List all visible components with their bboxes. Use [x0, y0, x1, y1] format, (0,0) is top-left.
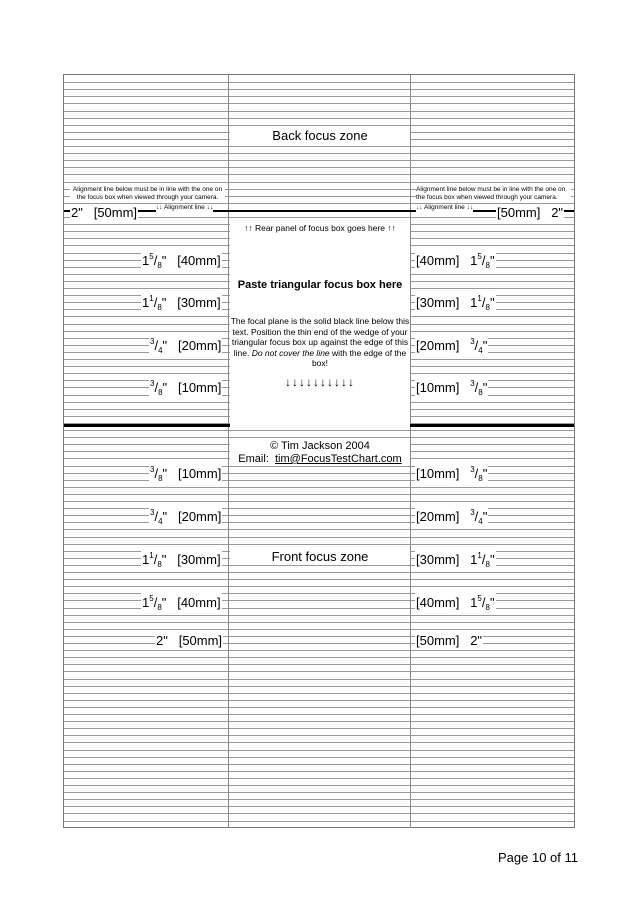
ruled-line	[64, 764, 574, 765]
ruled-line	[64, 643, 574, 644]
copyright-text: © Tim Jackson 2004	[270, 440, 370, 452]
ruled-line	[64, 799, 574, 800]
mark-right-50mm-top: [50mm] 2"	[497, 205, 564, 220]
ruled-line	[64, 586, 574, 587]
email-line: Email: tim@FocusTestChart.com	[238, 453, 402, 465]
ruled-line	[64, 82, 574, 83]
ruled-line	[64, 96, 574, 97]
ruled-line	[64, 494, 574, 495]
ruled-line	[64, 522, 574, 523]
email-link[interactable]: tim@FocusTestChart.com	[274, 453, 402, 465]
focus-box-panel	[230, 223, 410, 428]
ruled-line	[64, 487, 574, 488]
copyright-block	[230, 440, 410, 466]
ruled-line	[64, 686, 574, 687]
mark-left-40mm-back: $1^5/_8$" [40mm]	[141, 250, 222, 273]
mark-right-30mm-back: [30mm] $1^1/_8$"	[415, 292, 496, 315]
ruled-line	[64, 622, 574, 623]
ruled-line	[64, 572, 574, 573]
ruled-line	[64, 515, 574, 516]
ruled-line	[64, 182, 574, 183]
mark-left-10mm-front: $^3/_8$" [10mm]	[149, 463, 222, 486]
right-column-divider	[410, 75, 411, 827]
ruled-line	[64, 650, 574, 651]
ruled-line	[64, 721, 574, 722]
alignment-label-right: ↓↓ Alignment line ↓↓	[416, 204, 474, 211]
mark-left-20mm-front: $^3/_4$" [20mm]	[149, 506, 222, 529]
ruled-line	[64, 203, 574, 204]
ruled-line	[64, 679, 574, 680]
ruled-line	[64, 636, 574, 637]
ruled-line	[64, 693, 574, 694]
ruled-line	[64, 750, 574, 751]
ruled-line	[64, 813, 574, 814]
down-arrows-row: ↓↓↓↓↓↓↓↓↓↓	[285, 374, 355, 389]
ruled-line	[64, 153, 574, 154]
alignment-note-left: Alignment line below must be in line with the one on the focus box when viewed through your camera.	[70, 186, 225, 202]
ruled-line	[64, 118, 574, 119]
front-focus-zone-label: Front focus zone	[230, 549, 410, 564]
ruled-line	[64, 103, 574, 104]
ruled-line	[64, 537, 574, 538]
ruled-line	[64, 167, 574, 168]
ruled-line	[64, 728, 574, 729]
ruled-line	[64, 671, 574, 672]
ruled-line	[64, 707, 574, 708]
ruled-line	[64, 757, 574, 758]
mark-left-40mm-front: $1^5/_8$" [40mm]	[141, 592, 222, 615]
mark-left-30mm-front: $1^1/_8$" [30mm]	[141, 549, 222, 572]
ruled-line	[64, 89, 574, 90]
ruled-line	[64, 742, 574, 743]
ruled-line	[64, 501, 574, 502]
mark-right-20mm-front: [20mm] $^3/_4$"	[415, 506, 488, 529]
mark-right-40mm-back: [40mm] $1^5/_8$"	[415, 250, 496, 273]
mark-right-10mm-front: [10mm] $^3/_8$"	[415, 463, 488, 486]
ruled-line	[64, 508, 574, 509]
mark-right-40mm-front: [40mm] $1^5/_8$"	[415, 592, 496, 615]
ruled-line	[64, 473, 574, 474]
ruled-line	[64, 160, 574, 161]
ruled-line	[64, 430, 574, 431]
alignment-label-left: ↓↓ Alignment line ↓↓	[156, 204, 214, 211]
focal-plane-instructions: The focal plane is the solid black line below this text. Position the thin end of the wedge of your triangular focus box up against the edge of this line. Do not cover the line with the edge of the box!	[230, 316, 410, 368]
mark-right-20mm-back: [20mm] $^3/_4$"	[415, 335, 488, 358]
ruled-line	[64, 529, 574, 530]
paste-focus-box-title: Paste triangular focus box here	[237, 278, 403, 291]
ruled-line	[64, 111, 574, 112]
ruled-line	[64, 146, 574, 147]
rear-panel-note: ↑↑ Rear panel of focus box goes here ↑↑	[244, 223, 396, 233]
focus-test-chart	[63, 74, 575, 828]
mark-left-20mm-back: $^3/_4$" [20mm]	[149, 335, 222, 358]
left-column-divider	[228, 75, 229, 827]
ruled-line	[64, 437, 574, 438]
page-number: Page 10 of 11	[498, 850, 578, 865]
ruled-line	[64, 664, 574, 665]
ruled-line	[64, 778, 574, 779]
ruled-line	[64, 792, 574, 793]
ruled-line	[64, 821, 574, 822]
mark-right-50mm-front: [50mm] 2"	[416, 633, 483, 648]
ruled-line	[64, 735, 574, 736]
ruled-line	[64, 806, 574, 807]
ruled-line	[64, 125, 574, 126]
ruled-line	[64, 785, 574, 786]
mark-left-50mm-front: 2" [50mm]	[156, 633, 223, 648]
ruled-line	[64, 700, 574, 701]
mark-left-10mm-back: $^3/_8$" [10mm]	[149, 377, 222, 400]
ruled-line	[64, 657, 574, 658]
ruled-line	[64, 174, 574, 175]
mark-right-10mm-back: [10mm] $^3/_8$"	[415, 377, 488, 400]
mark-right-30mm-front: [30mm] $1^1/_8$"	[415, 549, 496, 572]
alignment-note-right: Alignment line below must be in line with the one on the focus box when viewed through your camera.	[416, 186, 571, 202]
mark-left-30mm-back: $1^1/_8$" [30mm]	[141, 292, 222, 315]
back-focus-zone-label: Back focus zone	[230, 128, 410, 143]
ruled-line	[64, 544, 574, 545]
mark-left-50mm-top: 2" [50mm]	[71, 205, 138, 220]
ruled-line	[64, 629, 574, 630]
ruled-line	[64, 480, 574, 481]
ruled-line	[64, 771, 574, 772]
ruled-line	[64, 714, 574, 715]
ruled-line	[64, 579, 574, 580]
